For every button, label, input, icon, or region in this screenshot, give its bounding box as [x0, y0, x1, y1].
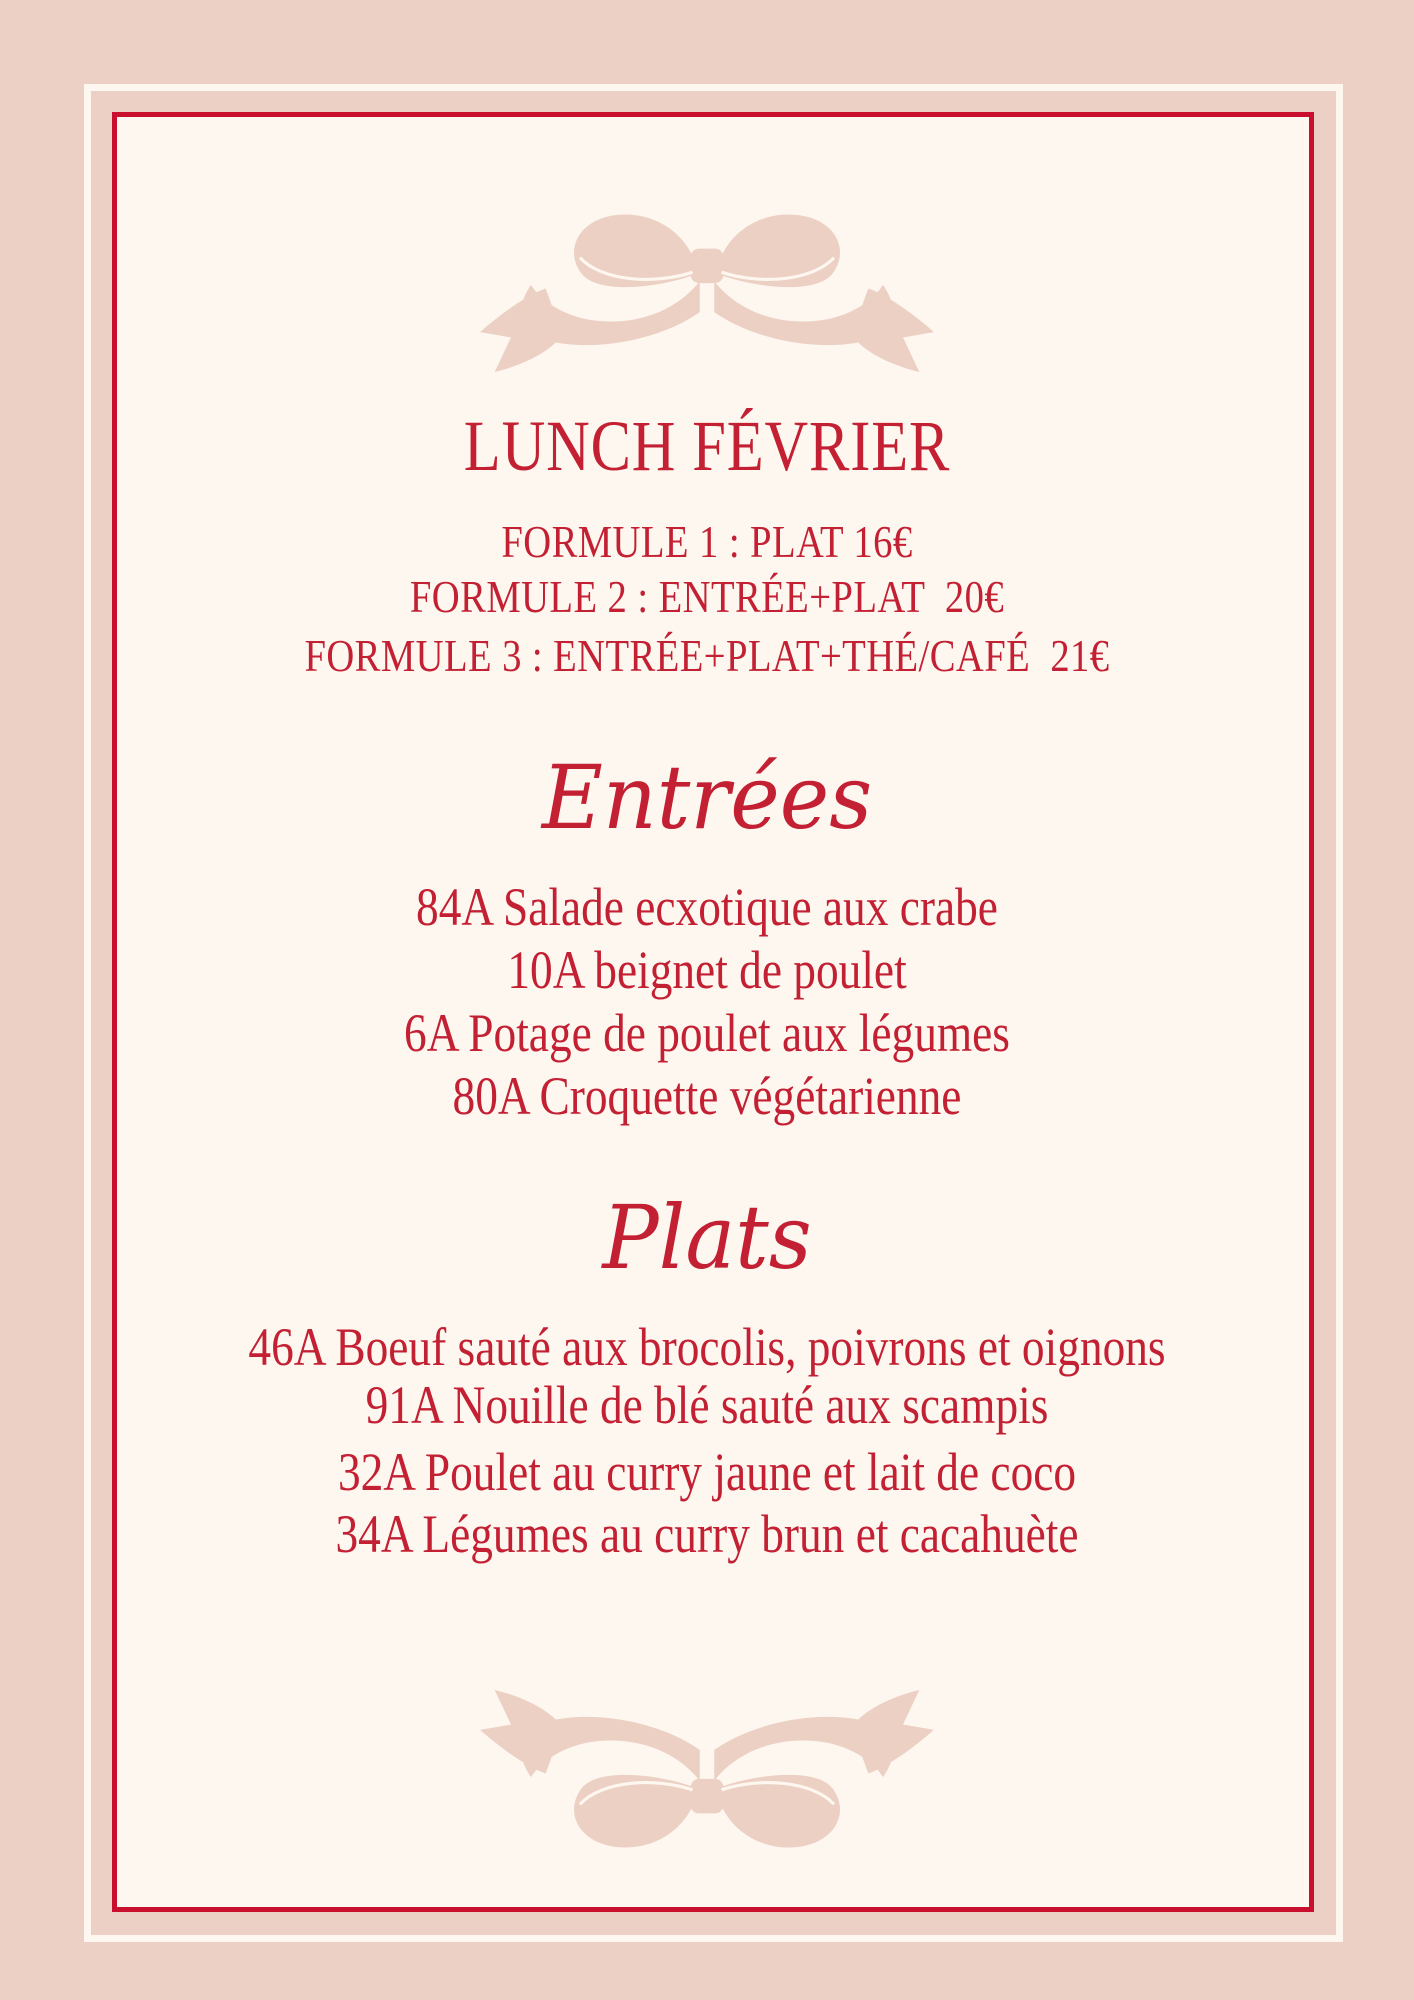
formule-line-2: FORMULE 2 : ENTRÉE+PLAT 20€	[409, 571, 1005, 622]
menu-item-entree: 10A beignet de poulet	[507, 940, 907, 1000]
ribbon-bow-icon	[462, 194, 952, 403]
formule-line-3: FORMULE 3 : ENTRÉE+PLAT+THÉ/CAFÉ 21€	[304, 630, 1110, 681]
menu-item-entree: 80A Croquette végétarienne	[452, 1066, 962, 1126]
ribbon-bow-flipped-icon	[462, 1659, 952, 1868]
menu-item-plat: 34A Légumes au curry brun et cacahuète	[335, 1504, 1079, 1564]
formule-line-1: FORMULE 1 : PLAT 16€	[501, 516, 913, 567]
menu-item-entree: 84A Salade ecxotique aux crabe	[416, 877, 998, 937]
page-title: LUNCH FÉVRIER	[463, 406, 951, 486]
menu-item-entree: 6A Potage de poulet aux légumes	[404, 1003, 1010, 1063]
menu-item-plat: 91A Nouille de blé sauté aux scampis	[365, 1375, 1049, 1435]
section-heading-plats: Plats	[602, 1186, 812, 1289]
menu-item-plat: 46A Boeuf sauté aux brocolis, poivrons et oignons	[248, 1317, 1166, 1377]
menu-item-plat: 32A Poulet au curry jaune et lait de coco	[337, 1442, 1077, 1502]
section-heading-entrees: Entrées	[541, 746, 873, 849]
